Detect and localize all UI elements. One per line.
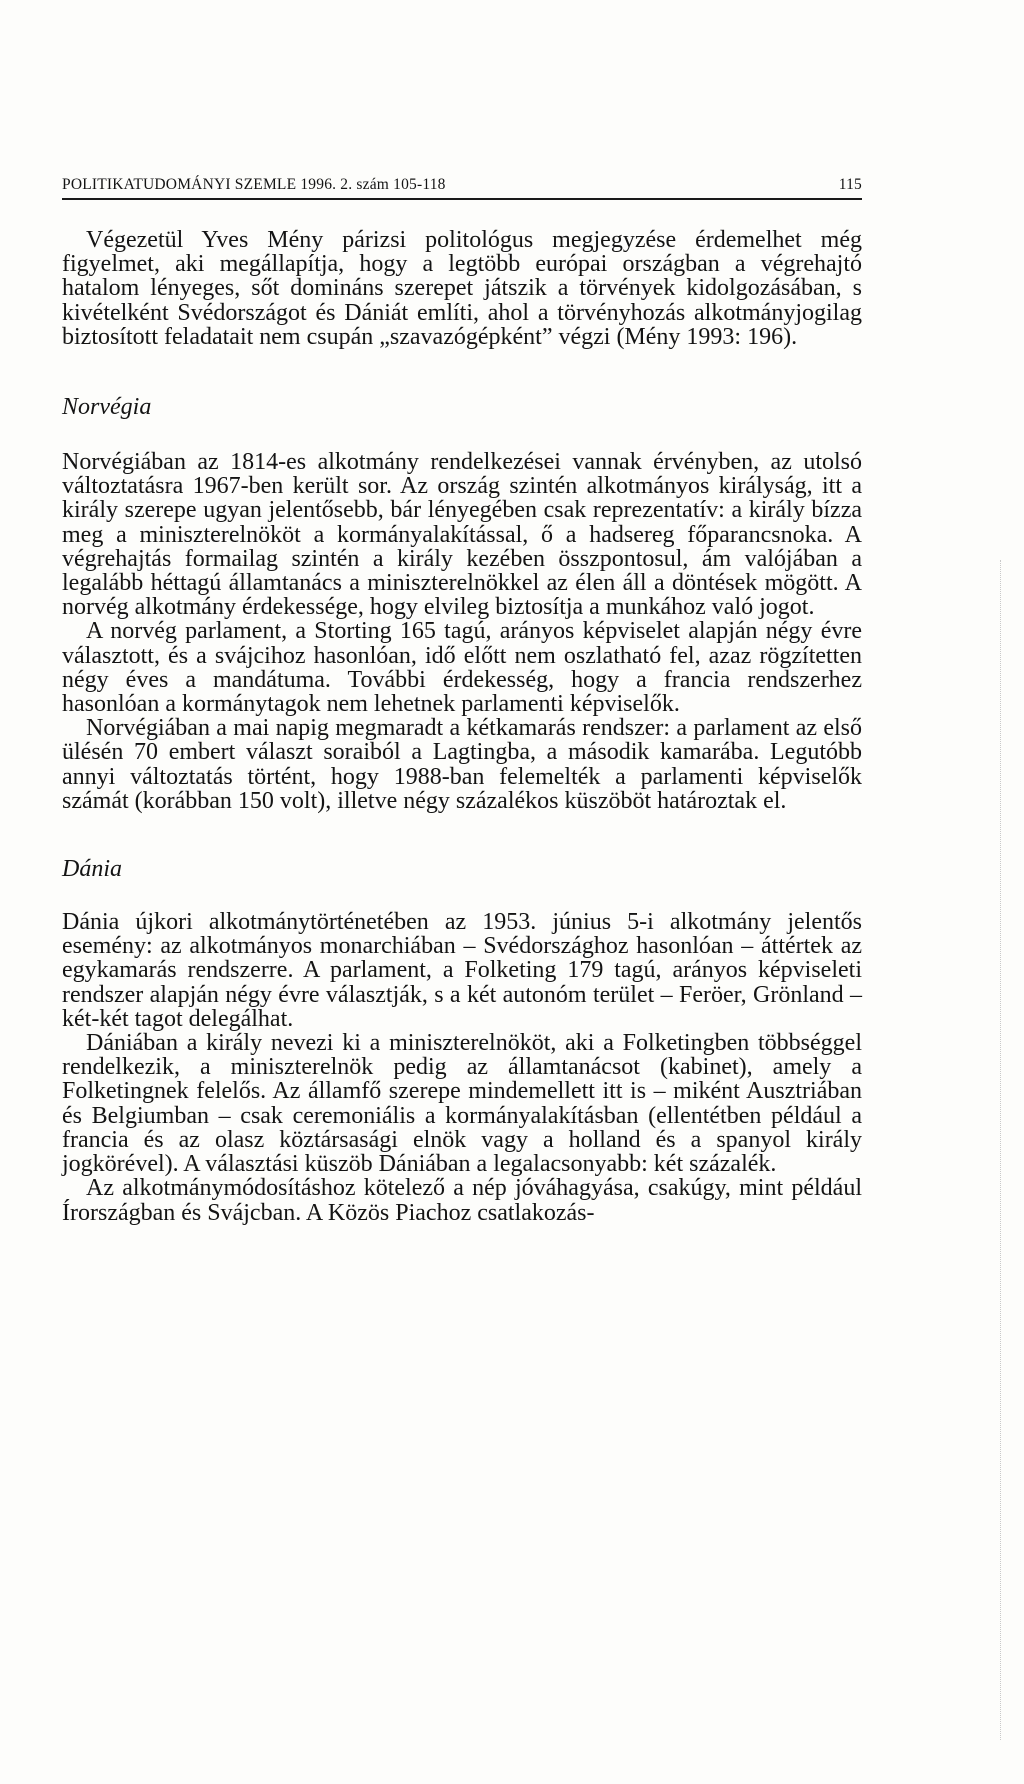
running-header <box>62 176 862 200</box>
norvegia-paragraph-2: A norvég parlament, a Storting 165 tagú, arányos képviselet alapján négy évre választott, és a svájcihoz hasonlóan, idő előtt nem oszlatható fel, azaz rögzítetten négy éves a mandátuma. További érdekesség, hogy a francia rendszerhez hasonlóan a kormánytagok nem lehetnek parlamenti képviselők. <box>62 618 862 718</box>
norvegia-paragraph-1: Norvégiában az 1814-es alkotmány rendelkezései vannak érvényben, az utolsó változtatásra 1967-ben került sor. Az ország szintén alkotmányos királyság, itt a király szerepe ugyan jelentősebb, bár lényegében csak reprezentatív: a király bízza meg a miniszterelnököt a kormányalakítással, ő a hadsereg főparancsnoka. A végrehajtás formailag szintén a király kezében összpontosul, ám valójában a legalább héttagú államtanács a miniszterelnökkel az élen áll a döntések mögött. A norvég alkotmány érdekessége, hogy elvileg biztosítja a munkához való jogot. <box>62 449 862 621</box>
article-body <box>62 228 862 1225</box>
section-heading-norvegia: Norvégia <box>62 394 152 421</box>
journal-page <box>62 176 862 1225</box>
page-number: 115 <box>838 176 862 193</box>
section-heading-dania: Dánia <box>62 856 122 883</box>
dania-paragraph-3: Az alkotmánymódosításhoz kötelező a nép jóváhagyása, csakúgy, mint például Írországban és Svájcban. A Közös Piachoz csatlakozás- <box>62 1175 862 1226</box>
intro-paragraph: Végezetül Yves Mény párizsi politológus megjegyzése érdemelhet még figyelmet, aki megállapítja, hogy a legtöbb európai országban a végrehajtó hatalom lényeges, sőt domináns szerepet játszik a törvények kidolgozásában, s kivételként Svédországot és Dániát említi, ahol a törvényhozás alkotmányjogilag biztosított feladatait nem csupán „szavazógépként” végzi (Mény 1993: 196). <box>62 227 862 350</box>
scan-margin-artifact <box>1000 560 1002 1740</box>
norvegia-paragraph-3: Norvégiában a mai napig megmaradt a kétkamarás rendszer: a parlament az első ülésén 70 embert választ soraiból a Lagtingba, a második kamarába. Legutóbb annyi változtatás történt, hogy 1988-ban felemelték a parlamenti képviselők számát (korábban 150 volt), illetve négy százalékos küszöböt határoztak el. <box>62 715 862 814</box>
journal-citation: POLITIKATUDOMÁNYI SZEMLE 1996. 2. szám 105-118 <box>62 176 446 193</box>
dania-paragraph-2: Dániában a király nevezi ki a miniszterelnököt, aki a Folketingben többséggel rendelkezik, a miniszterelnök pedig az államtanácsot (kabinet), amely a Folketingnek felelős. Az államfő szerepe mindemellett itt is – miként Ausztriában és Belgiumban – csak ceremoniális a kormányalakításban (ellentétben például a francia és az olasz köztársasági elnök vagy a holland és a spanyol király jogkörével). A választási küszöb Dániában a legalacsonyabb: két százalék. <box>62 1030 862 1178</box>
dania-paragraph-1: Dánia újkori alkotmánytörténetében az 1953. június 5-i alkotmány jelentős esemény: az alkotmányos monarchiában – Svédországhoz hasonlóan – áttértek az egykamarás rendszerre. A parlament, a Folketing 179 tagú, arányos képviseleti rendszer alapján négy évre választják, s a két autonóm terület – Feröer, Grönland – két-két tagot delegálhat. <box>62 909 862 1032</box>
